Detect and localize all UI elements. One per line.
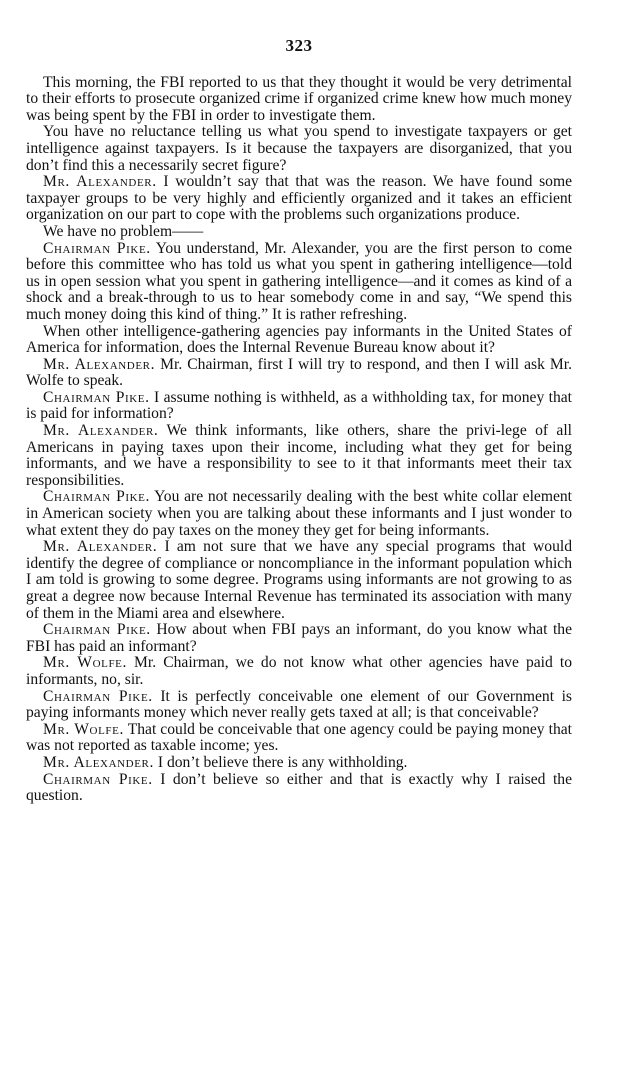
paragraph <box>26 357 572 390</box>
paragraph <box>26 489 572 539</box>
paragraph <box>26 655 572 688</box>
paragraph <box>26 755 572 772</box>
paragraph <box>26 689 572 722</box>
speaker-label: Chairman Pike. <box>43 239 151 257</box>
paragraph <box>26 224 572 241</box>
paragraph <box>26 772 572 805</box>
paragraph-text: That could be conceivable that one agency could be paying money that was not reported as taxable income; yes. <box>26 720 573 755</box>
paragraph-text: Mr. Chairman, we do not know what other agencies have paid to informants, no, sir. <box>26 654 572 688</box>
paragraph <box>26 324 572 357</box>
speaker-label: Chairman Pike. <box>43 488 150 506</box>
paragraph-text: I wouldn’t say that that was the reason. We have found some taxpayer groups to be very highly and efficiently organized and it takes an efficient organization on our part to cope with the problems such organizations produce. <box>26 173 572 224</box>
paragraph-text: You understand, Mr. Alexander, you are the first person to come before this committee who has told us what you spent in gathering intelligence—told us in open session what you spent in gathering intelligence—and it comes as kind of a shock and a break-through to us to hear somebody come in and say, “We spend this much money doing this kind of thing.” It is rather refreshing. <box>26 239 573 323</box>
speaker-label: Mr. Alexander. <box>43 422 159 440</box>
document-page <box>26 38 572 805</box>
paragraph <box>26 390 572 423</box>
paragraph-text: You have no reluctance telling us what you spend to investigate taxpayers or get intelligence against taxpayers. Is it because the taxpayers are disorganized, that you don’t find this a necessarily secret figure? <box>26 123 572 174</box>
paragraph-text: How about when FBI pays an informant, do you know what the FBI has paid an informant? <box>26 621 572 655</box>
paragraph-text: I don’t believe there is any withholding. <box>153 753 408 771</box>
speaker-label: Chairman Pike. <box>43 621 151 639</box>
paragraph-text: You are not necessarily dealing with the best white collar element in American society when you are talking about these informants and I just wonder to what extent they do pay taxes on the money they get for being informants. <box>26 488 572 539</box>
paragraph <box>26 622 572 655</box>
paragraph-text: It is perfectly conceivable one element of our Government is paying informants money which never really gets taxed at all; is that conceivable? <box>26 687 572 722</box>
speaker-label: Mr. Alexander. <box>43 355 156 373</box>
paragraph-text: I don’t believe so either and that is exactly why I raised the question. <box>26 770 572 805</box>
speaker-label: Chairman Pike. <box>43 687 153 705</box>
paragraph-text: This morning, the FBI reported to us that they thought it would be very detrimental to their efforts to prosecute organized crime if organized crime knew how much money was being spent by the FBI in order to investigate them. <box>26 73 572 124</box>
paragraph-text: Mr. Chairman, first I will try to respond, and then I will ask Mr. Wolfe to speak. <box>26 355 572 390</box>
paragraph <box>26 539 572 622</box>
paragraph-text: We have no problem—— <box>43 222 204 240</box>
paragraph-text: I assume nothing is withheld, as a withholding tax, for money that is paid for information? <box>26 388 573 423</box>
speaker-label: Mr. Wolfe. <box>43 720 124 738</box>
paragraph <box>26 722 572 755</box>
speaker-label: Chairman Pike. <box>43 770 153 788</box>
page-number: 323 <box>285 36 313 55</box>
paragraph <box>26 174 572 224</box>
paragraph <box>26 241 572 324</box>
speaker-label: Chairman Pike. <box>43 388 150 406</box>
paragraph <box>26 124 572 174</box>
paragraph-text: We think informants, like others, share the privi-lege of all Americans in paying taxes upon their income, including what they get for being informants, and we have a responsibility to see to it that informants meet their tax responsibilities. <box>26 422 573 489</box>
paragraph-text: I am not sure that we have any special programs that would identify the degree of compliance or noncompliance in the informant population which I am told is growing to some degree. Programs using informants are not growing to as great a degree now because Internal Revenue has terminated its association with many of them in the Miami area and elsewhere. <box>26 538 572 622</box>
speaker-label: Mr. Alexander. <box>43 538 158 556</box>
paragraph <box>26 423 572 489</box>
speaker-label: Mr. Alexander. <box>43 753 154 771</box>
paragraph-text: When other intelligence-gathering agencies pay informants in the United States of America for information, does the Internal Revenue Bureau know about it? <box>26 322 572 357</box>
speaker-label: Mr. Wolfe. <box>43 654 127 672</box>
paragraph <box>26 75 572 125</box>
speaker-label: Mr. Alexander. <box>43 173 157 191</box>
